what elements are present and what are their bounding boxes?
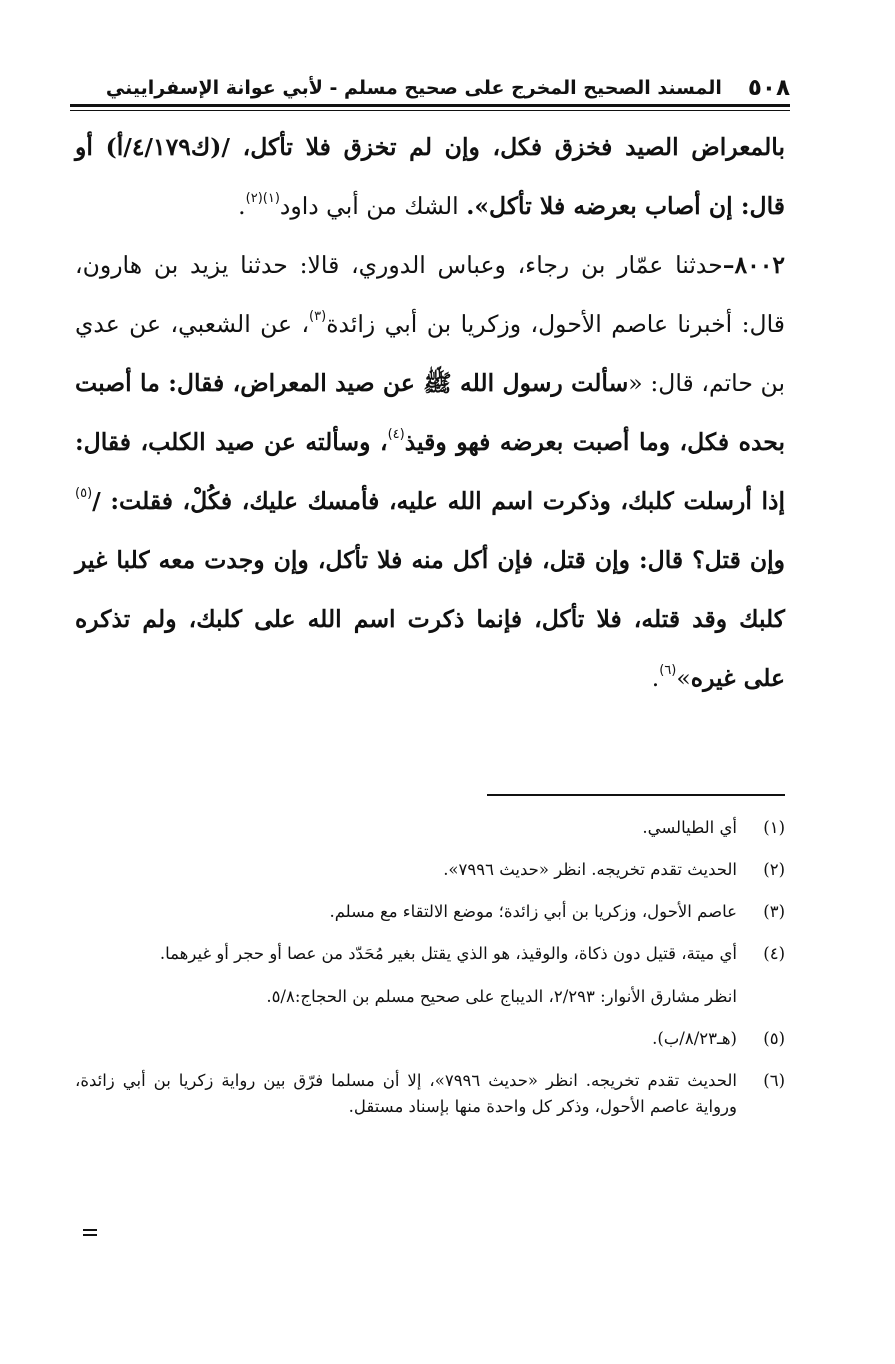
footnote-number: (٣) — [763, 902, 785, 921]
footnote-1 — [75, 815, 785, 841]
footnote-5 — [75, 1026, 785, 1052]
main-text — [75, 118, 785, 708]
footnote-6 — [75, 1068, 785, 1120]
p1-end: . — [238, 192, 246, 220]
isnad-text-b: ، عن الشعبي، عن عدي بن حاتم، قال: « — [75, 310, 785, 397]
footnote-separator — [487, 794, 785, 796]
footnote-ref-1[interactable]: (١) — [262, 191, 280, 206]
footnote-number: (٢) — [763, 860, 785, 879]
footnote-text: عاصم الأحول، وزكريا بن أبي زائدة؛ موضع الالتقاء مع مسلم. — [329, 902, 737, 921]
footnote-ref-3[interactable]: (٣) — [309, 309, 327, 324]
footnote-ref-6[interactable]: (٦) — [659, 663, 677, 678]
footnote-text-block — [75, 941, 737, 1010]
closing-quote: » — [676, 664, 691, 692]
footnotes — [75, 815, 785, 1136]
page-header — [70, 72, 790, 104]
p1-tail-text: الشك من أبي داود — [279, 192, 467, 220]
p2-end: . — [651, 664, 660, 692]
footnote-3 — [75, 899, 785, 925]
page-number: ٥٠٨ — [747, 75, 790, 101]
matn-text-3: وإن قتل؟ قال: وإن قتل، فإن أكل منه فلا تأكل، وإن وجدت معه كلبا غير كلبك وقد قتله، فلا تأكل، فإنما ذكرت اسم الله على كلبك، ولم تذكره على غيره — [75, 546, 785, 692]
footnote-text: أي الطيالسي. — [642, 818, 737, 837]
footnote-number: (١) — [763, 818, 785, 837]
paragraph-2 — [75, 236, 785, 708]
end-of-page-mark — [83, 1229, 97, 1239]
matn-text-1: سألت رسول الله ﷺ عن صيد المعراض، فقال: ما أصبت بحده فكل، وما أصبت بعرضه فهو وقيذ — [75, 369, 785, 456]
footnote-number: (٦) — [763, 1071, 785, 1090]
hadith-continuation: بالمعراض الصيد فخزق فكل، وإن لم تخزق فلا تأكل، /(ك٤/١٧٩/أ) أو قال: إن أصاب بعرضه فلا تأكل». — [75, 133, 785, 220]
footnote-number: (٥) — [763, 1029, 785, 1048]
footnote-text: (هـ٨/٢٣/ب). — [652, 1029, 737, 1048]
footnote-text: الحديث تقدم تخريجه. انظر «حديث ٧٩٩٦»، إلا أن مسلما فرّق بين رواية زكريا بن أبي زائدة، ورواية عاصم الأحول، وذكر كل واحدة منها بإسناد مستقل. — [75, 1071, 737, 1116]
running-title: المسند الصحيح المخرج على صحيح مسلم - لأبي عوانة الإسفراييني — [105, 77, 722, 99]
footnote-continuation: انظر مشارق الأنوار: ٢/٢٩٣، الديباج على صحيح مسلم بن الحجاج:٥/٨. — [266, 987, 737, 1006]
paragraph-1 — [75, 118, 785, 236]
matn-text-2: ، وسألته عن صيد الكلب، فقال: إذا أرسلت كلبك، وذكرت اسم الله عليه، فأمسك عليك، فكُلْ، فقلت: / — [75, 428, 785, 515]
footnote-2 — [75, 857, 785, 883]
footnote-ref-2[interactable]: (٢) — [245, 191, 263, 206]
footnote-number: (٤) — [763, 944, 785, 963]
footnote-4 — [75, 941, 785, 1010]
header-rule-thin — [70, 110, 790, 111]
hadith-number: ٨٠٠٢– — [722, 251, 785, 279]
footnote-ref-4[interactable]: (٤) — [387, 427, 405, 442]
footnote-ref-5[interactable]: (٥) — [75, 486, 93, 501]
isnad-text-a: حدثنا عمّار بن رجاء، وعباس الدوري، قالا: حدثنا يزيد بن هارون، قال: أخبرنا عاصم الأحول، وزكريا بن أبي زائدة — [75, 251, 785, 338]
header-rule-thick — [70, 104, 790, 107]
footnote-text: أي ميتة، قتيل دون ذكاة، والوقيذ، هو الذي يقتل بغير مُحَدّد من عصا أو حجر أو غيرهما. — [159, 944, 737, 963]
footnote-text: الحديث تقدم تخريجه. انظر «حديث ٧٩٩٦». — [443, 860, 737, 879]
